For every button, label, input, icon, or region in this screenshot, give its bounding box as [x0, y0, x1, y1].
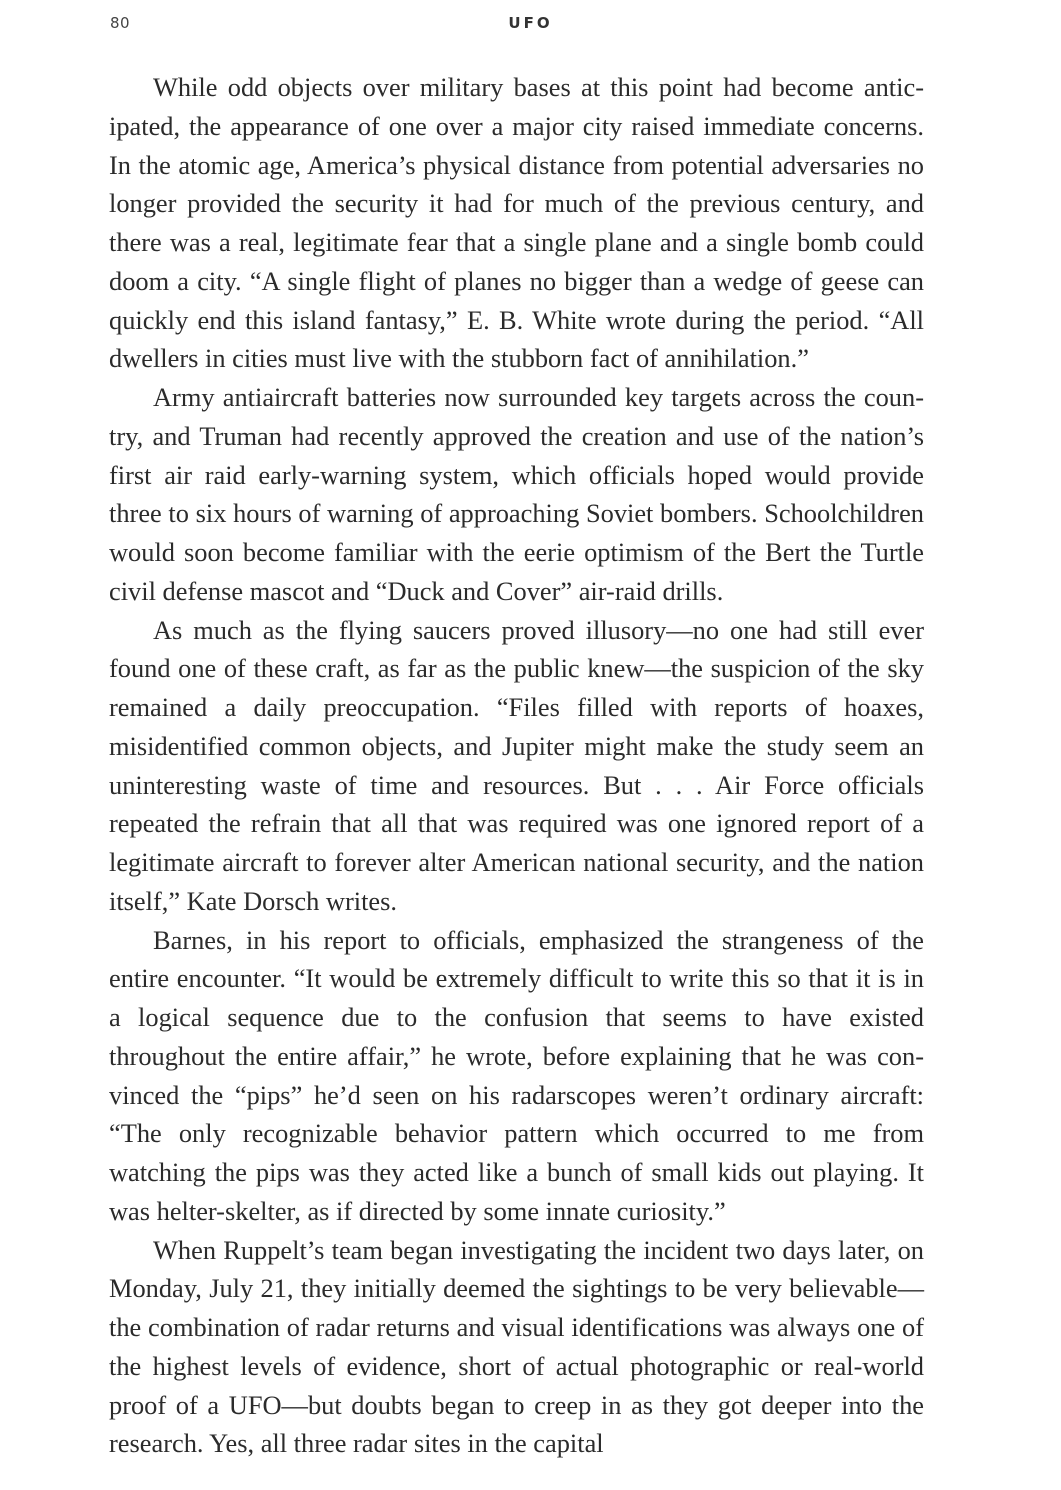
paragraph: As much as the flying saucers proved illusory—no one had still ever found one of these craft, as far as the public knew—the suspicion of the sky remained a daily preoccupation. “Files filled with reports of hoaxes, misidentified common objects, and Jupiter might make the study seem an uninteresting waste of time and resources. But . . . Air Force officials repeated the refrain that all that was required was one ignored report of a legitimate aircraft to forever alter American national security, and the nation itself,” Kate Dorsch writes. — [109, 614, 924, 916]
paragraph: When Ruppelt’s team began investigating the incident two days later, on Monday, July 21, they initially deemed the sightings to be very believable—the combination of radar returns and visual identifications was always one of the highest levels of evidence, short of actual photographic or real-world proof of a UFO—but doubts began to creep in as they got deeper into the research. Yes, all three radar sites in the capital — [109, 1234, 924, 1459]
paragraph: Army antiaircraft batteries now surrounded key targets across the country, and Truman had recently approved the creation and use of the nation’s first air raid early-warning system, which officials hoped would provide three to six hours of warning of approaching Soviet bombers. Schoolchildren would soon become familiar with the eerie optimism of the Bert the Turtle civil defense mascot and “Duck and Cover” air-raid drills. — [109, 382, 924, 606]
paragraph: While odd objects over military bases at this point had become anticipated, the appearance of one over a major city raised immediate concerns. In the atomic age, America’s physical distance from potential adversaries no longer provided the security it had for much of the previous century, and there was a real, legitimate fear that a single plane and a single bomb could doom a city. “A single flight of planes no bigger than a wedge of geese can quickly end this island fantasy,” E. B. White wrote during the period. “All dwellers in cities must live with the stubborn fact of annihilation.” — [109, 72, 924, 374]
page-header — [0, 14, 1061, 38]
running-head: UFO — [508, 14, 553, 32]
body-text — [109, 68, 924, 1463]
page-number: 80 — [110, 14, 131, 32]
paragraph: Barnes, in his report to officials, emphasized the strangeness of the entire encounter. “It would be extremely difficult to write this so that it is in a logical sequence due to the confusion that seems to have existed throughout the entire affair,” he wrote, before explaining that he was convinced the “pips” he’d seen on his radarscopes weren’t ordinary aircraft: “The only recognizable behavior pattern which occurred to me from watching the pips was they acted like a bunch of small kids out playing. It was helter-skelter, as if directed by some innate curiosity.” — [109, 924, 924, 1226]
